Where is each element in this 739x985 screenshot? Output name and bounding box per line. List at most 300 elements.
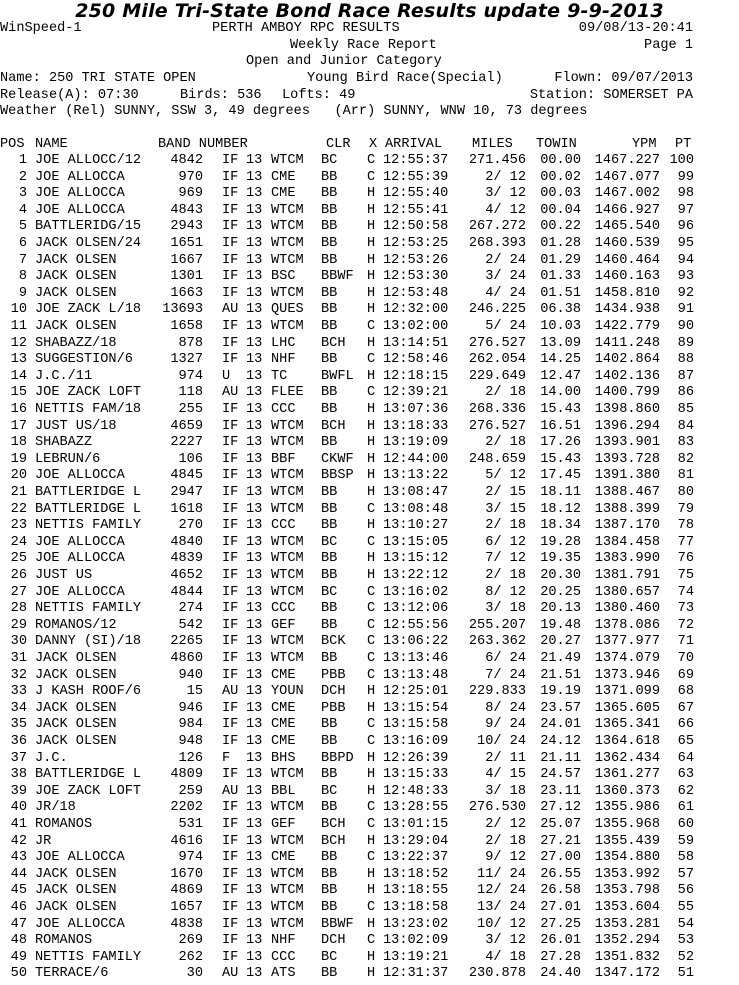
table-row — [0, 734, 739, 751]
cell-band: 1663 — [170, 285, 203, 301]
cell-club: WTCM — [271, 485, 304, 500]
cell-arrival: 12:53:26 — [383, 252, 449, 268]
cell-band: 1301 — [170, 269, 203, 285]
cell-ypm: 1393.901 — [594, 435, 660, 451]
table-row — [0, 435, 739, 452]
cell-ypm: 1460.163 — [594, 269, 660, 285]
cell-pos: 42 — [10, 833, 27, 849]
cell-pos: 8 — [18, 269, 27, 285]
cell-club: CCC — [271, 601, 296, 617]
table-row — [0, 319, 739, 336]
cell-prefix: IF — [222, 285, 239, 301]
cell-pos: 15 — [10, 385, 27, 401]
cell-club: CME — [271, 717, 296, 733]
software-label: WinSpeed-1 — [0, 21, 82, 36]
cell-points: 73 — [677, 601, 694, 617]
cell-band: 542 — [178, 617, 203, 633]
cell-towin: 27.25 — [540, 916, 581, 932]
cell-name: JOE ALLOCC/12 — [35, 153, 142, 168]
cell-band: 259 — [178, 783, 203, 799]
cell-club: WTCM — [271, 285, 304, 301]
cell-prefix: IF — [222, 551, 239, 567]
cell-points: 68 — [677, 684, 694, 700]
cell-name: JACK OLSEN — [35, 700, 117, 716]
cell-sex: C — [367, 734, 376, 749]
cell-pos: 46 — [10, 900, 27, 915]
cell-towin: 14.25 — [540, 352, 581, 368]
column-header-name: NAME — [35, 137, 68, 152]
cell-ypm: 1465.540 — [594, 219, 660, 235]
cell-points: 74 — [677, 584, 694, 600]
cell-points: 80 — [677, 485, 694, 500]
table-row — [0, 917, 739, 934]
cell-club: WTCM — [271, 900, 304, 915]
cell-name: BATTLERIDGE L — [35, 767, 142, 783]
cell-sex: C — [367, 601, 376, 617]
cell-points: 84 — [677, 418, 694, 434]
cell-name: JACK OLSEN — [35, 734, 117, 749]
cell-miles: 4/ 24 — [485, 285, 526, 301]
cell-name: JOE ALLOCCA — [35, 468, 125, 484]
cell-pos: 38 — [10, 767, 27, 783]
cell-towin: 21.51 — [540, 667, 581, 683]
cell-towin: 24.01 — [540, 717, 581, 733]
cell-arrival: 12:58:46 — [383, 352, 449, 368]
cell-pos: 22 — [10, 501, 27, 517]
cell-towin: 12.47 — [540, 368, 581, 384]
cell-points: 71 — [677, 634, 694, 650]
cell-pos: 41 — [10, 817, 27, 832]
cell-ypm: 1460.539 — [594, 236, 660, 251]
cell-points: 78 — [677, 518, 694, 534]
cell-ypm: 1396.294 — [594, 418, 660, 434]
cell-name: JOE ALLOCCA — [35, 169, 125, 185]
cell-band: 2202 — [170, 800, 203, 816]
cell-band: 878 — [178, 335, 203, 351]
cell-arrival: 13:23:02 — [383, 916, 449, 932]
cell-color: BB — [321, 435, 338, 451]
cell-towin: 20.13 — [540, 601, 581, 617]
cell-arrival: 13:18:55 — [383, 883, 449, 899]
cell-miles: 229.833 — [468, 684, 526, 700]
cell-color: BCH — [321, 335, 346, 351]
cell-prefix: IF — [222, 352, 239, 368]
cell-ypm: 1360.373 — [594, 783, 660, 799]
cell-pos: 36 — [10, 734, 27, 749]
cell-year: 13 — [246, 551, 263, 567]
cell-miles: 4/ 12 — [485, 202, 526, 218]
cell-club: FLEE — [271, 385, 304, 401]
cell-color: BB — [321, 651, 338, 666]
cell-sex: H — [367, 684, 376, 700]
cell-miles: 276.530 — [468, 800, 526, 816]
cell-year: 13 — [246, 402, 263, 417]
table-row — [0, 668, 739, 685]
cell-ypm: 1365.341 — [594, 717, 660, 733]
table-row — [0, 518, 739, 535]
cell-towin: 19.35 — [540, 551, 581, 567]
cell-band: 2947 — [170, 485, 203, 500]
cell-miles: 2/ 12 — [485, 169, 526, 185]
cell-points: 93 — [677, 269, 694, 285]
cell-band: 4842 — [170, 153, 203, 168]
table-row — [0, 203, 739, 220]
cell-points: 59 — [677, 833, 694, 849]
cell-year: 13 — [246, 817, 263, 832]
cell-miles: 10/ 12 — [477, 916, 526, 932]
cell-miles: 271.456 — [468, 153, 526, 168]
cell-arrival: 13:02:00 — [383, 319, 449, 334]
weather-line: Weather (Rel) SUNNY, SSW 3, 49 degrees (Arr) SUNNY, WNW 10, 73 degrees — [0, 104, 588, 119]
cell-color: BB — [321, 866, 338, 882]
cell-miles: 2/ 18 — [485, 435, 526, 451]
cell-prefix: IF — [222, 568, 239, 583]
cell-color: BWFL — [321, 368, 354, 384]
cell-ypm: 1467.227 — [594, 153, 660, 168]
cell-towin: 01.33 — [540, 269, 581, 285]
cell-pos: 19 — [10, 451, 27, 467]
cell-miles: 5/ 12 — [485, 468, 526, 484]
cell-miles: 2/ 24 — [485, 252, 526, 268]
cell-ypm: 1354.880 — [594, 850, 660, 866]
cell-club: GEF — [271, 817, 296, 832]
cell-sex: H — [367, 916, 376, 932]
cell-prefix: IF — [222, 153, 239, 168]
cell-miles: 2/ 15 — [485, 485, 526, 500]
cell-arrival: 13:15:12 — [383, 551, 449, 567]
cell-miles: 6/ 12 — [485, 534, 526, 550]
cell-towin: 20.25 — [540, 584, 581, 600]
cell-pos: 13 — [10, 352, 27, 368]
cell-club: WTCM — [271, 202, 304, 218]
table-row — [0, 601, 739, 618]
cell-ypm: 1353.604 — [594, 900, 660, 915]
cell-prefix: IF — [222, 734, 239, 749]
cell-name: NETTIS FAM/18 — [35, 402, 142, 417]
column-header-arrival: ARRIVAL — [385, 137, 443, 152]
cell-points: 61 — [677, 800, 694, 816]
table-row — [0, 817, 739, 834]
cell-pos: 39 — [10, 783, 27, 799]
cell-towin: 20.27 — [540, 634, 581, 650]
cell-band: 126 — [178, 750, 203, 766]
cell-arrival: 13:16:09 — [383, 734, 449, 749]
cell-color: BB — [321, 617, 338, 633]
cell-towin: 26.58 — [540, 883, 581, 899]
cell-miles: 8/ 12 — [485, 584, 526, 600]
page-title: 250 Mile Tri-State Bond Race Results update 9-9-2013 — [75, 0, 664, 22]
cell-band: 2265 — [170, 634, 203, 650]
cell-ypm: 1353.992 — [594, 866, 660, 882]
cell-club: CME — [271, 667, 296, 683]
cell-points: 66 — [677, 717, 694, 733]
cell-prefix: F — [222, 750, 231, 766]
cell-pos: 18 — [10, 435, 27, 451]
table-row — [0, 933, 739, 950]
cell-name: JACK OLSEN — [35, 900, 117, 915]
cell-miles: 268.336 — [468, 402, 526, 417]
cell-color: BB — [321, 302, 338, 318]
cell-sex: C — [367, 817, 376, 832]
cell-year: 13 — [246, 236, 263, 251]
cell-miles: 3/ 18 — [485, 783, 526, 799]
cell-year: 13 — [246, 933, 263, 949]
cell-color: BC — [321, 949, 338, 965]
cell-color: DCH — [321, 684, 346, 700]
cell-towin: 06.38 — [540, 302, 581, 318]
cell-points: 55 — [677, 900, 694, 915]
cell-points: 62 — [677, 783, 694, 799]
cell-color: BB — [321, 601, 338, 617]
cell-miles: 9/ 12 — [485, 850, 526, 866]
cell-prefix: IF — [222, 202, 239, 218]
cell-color: BB — [321, 236, 338, 251]
cell-arrival: 12:44:00 — [383, 451, 449, 467]
cell-year: 13 — [246, 800, 263, 816]
cell-miles: 2/ 18 — [485, 568, 526, 583]
cell-name: LEBRUN/6 — [35, 451, 101, 467]
cell-sex: C — [367, 667, 376, 683]
cell-band: 262 — [178, 949, 203, 965]
cell-pos: 21 — [10, 485, 27, 500]
cell-towin: 15.43 — [540, 451, 581, 467]
cell-band: 1327 — [170, 352, 203, 368]
cell-band: 1670 — [170, 866, 203, 882]
table-row — [0, 385, 739, 402]
cell-prefix: IF — [222, 817, 239, 832]
cell-year: 13 — [246, 302, 263, 318]
cell-miles: 262.054 — [468, 352, 526, 368]
cell-club: WTCM — [271, 634, 304, 650]
cell-arrival: 12:48:33 — [383, 783, 449, 799]
cell-ypm: 1380.460 — [594, 601, 660, 617]
cell-name: JOE ZACK LOFT — [35, 783, 142, 799]
cell-name: JUST US/18 — [35, 418, 117, 434]
cell-miles: 5/ 24 — [485, 319, 526, 334]
cell-band: 1667 — [170, 252, 203, 268]
cell-club: WTCM — [271, 501, 304, 517]
cell-sex: H — [367, 551, 376, 567]
cell-club: WTCM — [271, 866, 304, 882]
table-row — [0, 634, 739, 651]
cell-points: 75 — [677, 568, 694, 583]
cell-name: JR/18 — [35, 800, 76, 816]
table-row — [0, 568, 739, 585]
cell-pos: 24 — [10, 534, 27, 550]
cell-points: 67 — [677, 700, 694, 716]
cell-arrival: 12:55:37 — [383, 153, 449, 168]
cell-band: 30 — [186, 966, 203, 982]
cell-sex: C — [367, 933, 376, 949]
cell-sex: C — [367, 352, 376, 368]
cell-color: BCH — [321, 817, 346, 832]
cell-prefix: IF — [222, 700, 239, 716]
cell-year: 13 — [246, 617, 263, 633]
cell-ypm: 1347.172 — [594, 966, 660, 982]
report-title: Weekly Race Report — [290, 38, 437, 53]
cell-name: JACK OLSEN — [35, 866, 117, 882]
cell-color: BBPD — [321, 750, 354, 766]
cell-miles: 2/ 11 — [485, 750, 526, 766]
cell-color: BB — [321, 850, 338, 866]
cell-name: JOE ALLOCCA — [35, 584, 125, 600]
cell-points: 52 — [677, 949, 694, 965]
cell-band: 4616 — [170, 833, 203, 849]
cell-points: 81 — [677, 468, 694, 484]
table-row — [0, 502, 739, 519]
cell-sex: H — [367, 202, 376, 218]
cell-miles: 267.272 — [468, 219, 526, 235]
cell-pos: 12 — [10, 335, 27, 351]
cell-ypm: 1460.464 — [594, 252, 660, 268]
column-header-ypm: YPM — [632, 137, 657, 152]
cell-towin: 00.00 — [540, 153, 581, 168]
cell-miles: 10/ 24 — [477, 734, 526, 749]
table-row — [0, 834, 739, 851]
cell-miles: 3/ 12 — [485, 186, 526, 202]
cell-ypm: 1373.946 — [594, 667, 660, 683]
cell-arrival: 13:01:15 — [383, 817, 449, 832]
table-row — [0, 950, 739, 967]
cell-towin: 25.07 — [540, 817, 581, 832]
cell-pos: 48 — [10, 933, 27, 949]
cell-color: BB — [321, 717, 338, 733]
cell-sex: H — [367, 518, 376, 534]
cell-ypm: 1353.281 — [594, 916, 660, 932]
cell-sex: H — [367, 451, 376, 467]
cell-pos: 34 — [10, 700, 27, 716]
cell-arrival: 13:08:48 — [383, 501, 449, 517]
cell-sex: H — [367, 435, 376, 451]
cell-color: BB — [321, 385, 338, 401]
cell-prefix: IF — [222, 501, 239, 517]
cell-year: 13 — [246, 634, 263, 650]
cell-band: 970 — [178, 169, 203, 185]
cell-name: JR — [35, 833, 52, 849]
cell-year: 13 — [246, 518, 263, 534]
cell-arrival: 12:55:40 — [383, 186, 449, 202]
cell-year: 13 — [246, 767, 263, 783]
cell-towin: 20.30 — [540, 568, 581, 583]
cell-name: JACK OLSEN — [35, 285, 117, 301]
cell-ypm: 1391.380 — [594, 468, 660, 484]
cell-towin: 19.48 — [540, 617, 581, 633]
cell-sex: C — [367, 169, 376, 185]
cell-year: 13 — [246, 169, 263, 185]
cell-towin: 01.51 — [540, 285, 581, 301]
cell-color: BB — [321, 352, 338, 368]
cell-points: 85 — [677, 402, 694, 417]
cell-arrival: 13:22:12 — [383, 568, 449, 583]
cell-towin: 21.11 — [540, 750, 581, 766]
cell-club: CCC — [271, 402, 296, 417]
table-row — [0, 751, 739, 768]
cell-prefix: IF — [222, 883, 239, 899]
cell-prefix: IF — [222, 319, 239, 334]
column-header-miles: MILES — [472, 137, 513, 152]
cell-prefix: IF — [222, 236, 239, 251]
cell-band: 1651 — [170, 236, 203, 251]
cell-prefix: IF — [222, 933, 239, 949]
cell-pos: 20 — [10, 468, 27, 484]
cell-miles: 8/ 24 — [485, 700, 526, 716]
cell-ypm: 1365.605 — [594, 700, 660, 716]
cell-pos: 33 — [10, 684, 27, 700]
birds-count: Birds: 536 — [180, 88, 262, 103]
cell-points: 60 — [677, 817, 694, 832]
cell-points: 77 — [677, 534, 694, 550]
cell-pos: 23 — [10, 518, 27, 534]
cell-towin: 10.03 — [540, 319, 581, 334]
cell-band: 4840 — [170, 534, 203, 550]
cell-ypm: 1402.136 — [594, 368, 660, 384]
cell-name: JACK OLSEN — [35, 651, 117, 666]
cell-year: 13 — [246, 684, 263, 700]
cell-points: 51 — [677, 966, 694, 982]
cell-year: 13 — [246, 916, 263, 932]
cell-ypm: 1362.434 — [594, 750, 660, 766]
cell-club: WTCM — [271, 651, 304, 666]
table-row — [0, 800, 739, 817]
category-label: Open and Junior Category — [246, 54, 442, 69]
cell-prefix: IF — [222, 767, 239, 783]
race-name: Name: 250 TRI STATE OPEN — [0, 71, 196, 86]
cell-arrival: 12:32:00 — [383, 302, 449, 318]
cell-towin: 01.28 — [540, 236, 581, 251]
cell-pos: 17 — [10, 418, 27, 434]
cell-points: 100 — [669, 153, 694, 168]
cell-name: NETTIS FAMILY — [35, 949, 142, 965]
cell-name: ROMANOS/12 — [35, 617, 117, 633]
cell-pos: 50 — [10, 966, 27, 982]
cell-points: 72 — [677, 617, 694, 633]
cell-color: BBSP — [321, 468, 354, 484]
cell-color: BB — [321, 202, 338, 218]
column-header-color: CLR — [326, 137, 351, 152]
cell-band: 270 — [178, 518, 203, 534]
cell-color: BB — [321, 734, 338, 749]
cell-band: 4839 — [170, 551, 203, 567]
cell-name: JOE ZACK LOFT — [35, 385, 142, 401]
cell-prefix: AU — [222, 783, 239, 799]
cell-ypm: 1383.990 — [594, 551, 660, 567]
cell-year: 13 — [246, 783, 263, 799]
cell-pos: 1 — [18, 153, 27, 168]
cell-club: WTCM — [271, 219, 304, 235]
station-label: Station: SOMERSET PA — [529, 88, 693, 103]
cell-year: 13 — [246, 833, 263, 849]
cell-miles: 248.659 — [468, 451, 526, 467]
cell-sex: H — [367, 269, 376, 285]
cell-prefix: IF — [222, 866, 239, 882]
cell-points: 87 — [677, 368, 694, 384]
cell-color: BB — [321, 966, 338, 982]
cell-points: 56 — [677, 883, 694, 899]
cell-pos: 28 — [10, 601, 27, 617]
cell-ypm: 1388.467 — [594, 485, 660, 500]
cell-miles: 3/ 24 — [485, 269, 526, 285]
cell-name: SHABAZZ — [35, 435, 93, 451]
cell-prefix: AU — [222, 684, 239, 700]
cell-sex: C — [367, 319, 376, 334]
cell-sex: H — [367, 402, 376, 417]
table-row — [0, 850, 739, 867]
cell-towin: 24.40 — [540, 966, 581, 982]
cell-pos: 3 — [18, 186, 27, 202]
cell-towin: 23.57 — [540, 700, 581, 716]
release-time: Release(A): 07:30 — [0, 88, 139, 103]
cell-arrival: 13:16:02 — [383, 584, 449, 600]
